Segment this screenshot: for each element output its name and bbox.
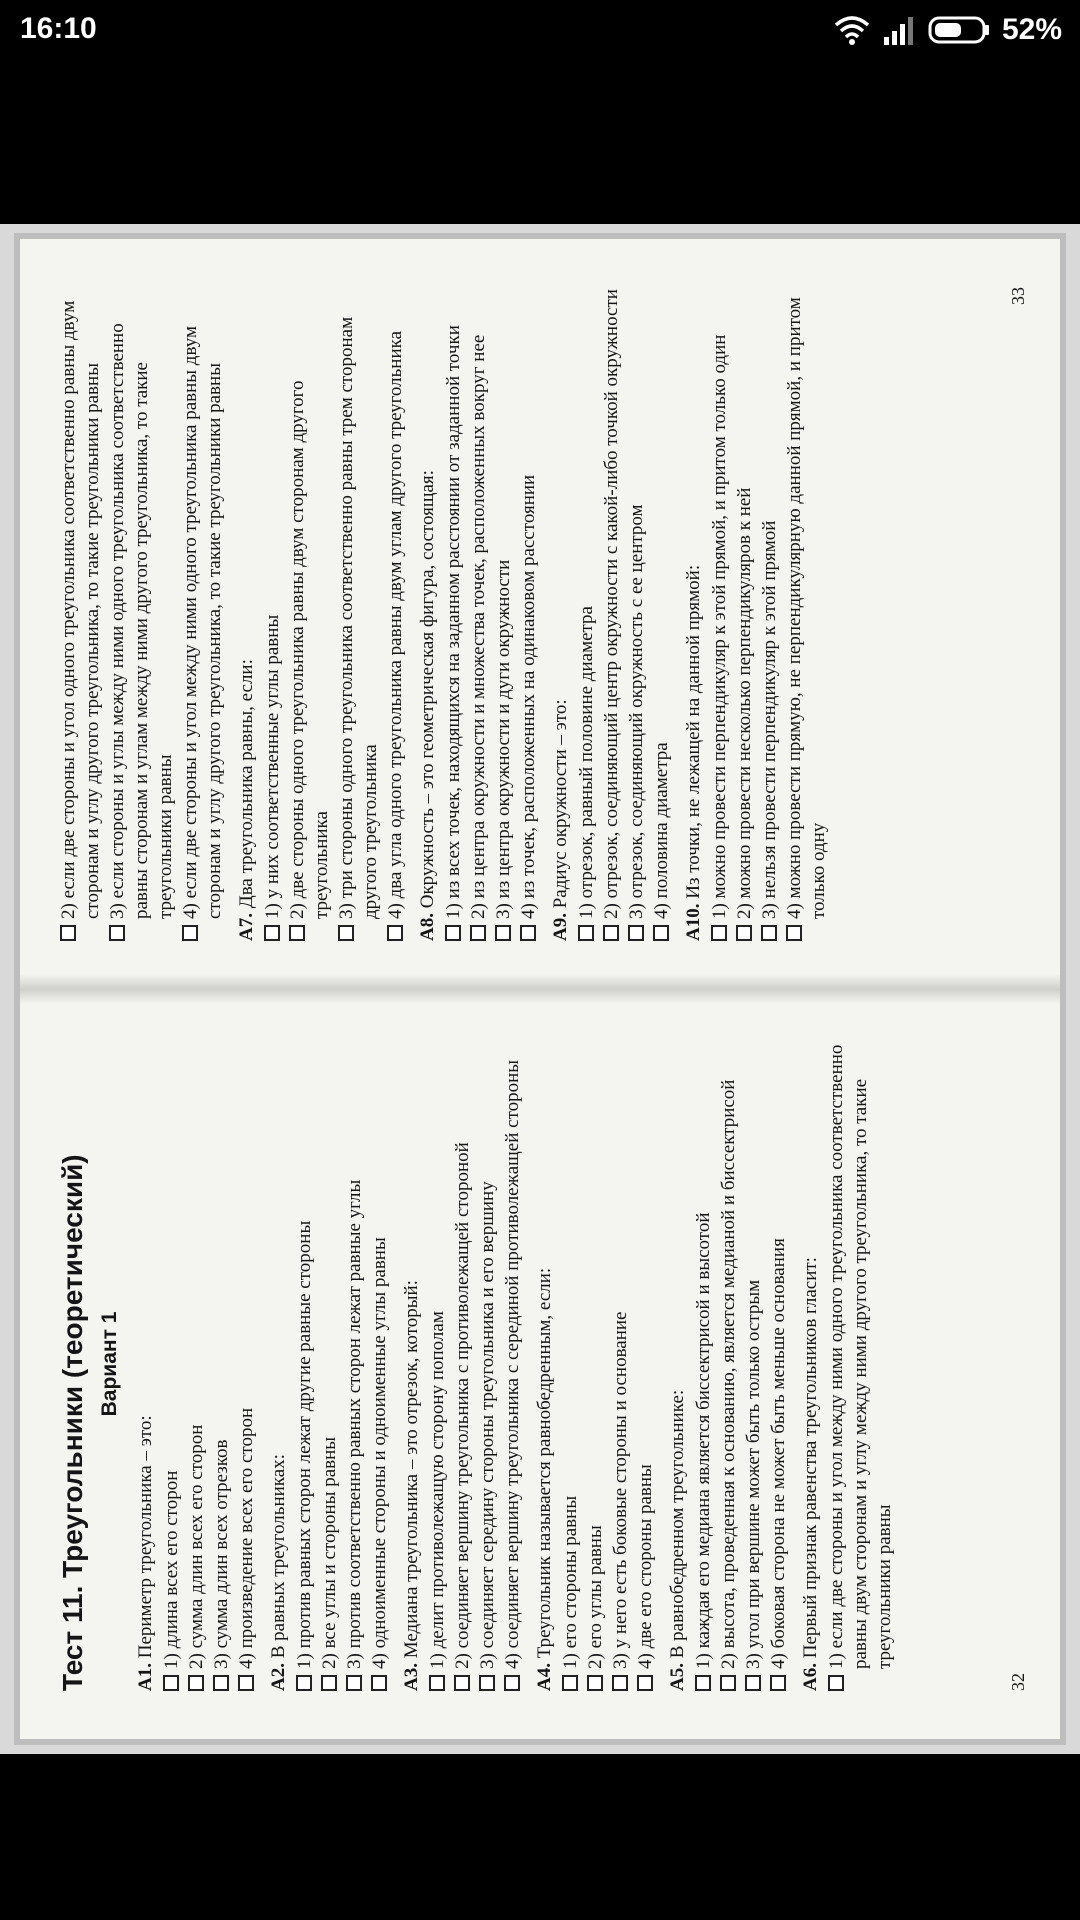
checkbox-icon [454, 1675, 470, 1691]
question-heading [666, 1037, 690, 1691]
question-heading [267, 1037, 291, 1691]
answer-option-text: 2) если две стороны и угол одного треугольника соответственно равны двум сторонам и углу другого треугольника, то такие треугольники равны [58, 300, 103, 919]
answer-option-text: 2) его углы равны [585, 1525, 606, 1669]
question-text: Треугольник называется равнобедренным, если: [534, 1267, 555, 1659]
checkbox-icon [495, 925, 511, 941]
checkbox-icon [163, 1675, 179, 1691]
book-scan [20, 239, 1060, 1739]
answer-option-text: 4) две его стороны равны [635, 1464, 656, 1669]
question-block [549, 287, 674, 941]
answer-option [185, 1037, 209, 1691]
answer-option-text: 4) соединяет вершину треугольника с серединой противолежащей стороны [502, 1059, 523, 1669]
answer-option [767, 1037, 791, 1691]
answer-option-text: 3) три стороны одного треугольника соответственно равны трем сторонам другого треугольника [336, 316, 381, 919]
answer-option [492, 287, 516, 941]
checkbox-icon [387, 925, 403, 941]
question-text: Два треугольника равны, если: [236, 659, 257, 909]
battery-percent: 52% [1001, 13, 1062, 46]
question-block [416, 287, 541, 941]
answer-option-text: 3) сумма длин всех отрезков [211, 1439, 232, 1669]
checkbox-icon [587, 1675, 603, 1691]
question-heading [134, 1037, 158, 1691]
answer-option-text: 1) у них соответственные углы равны [262, 614, 283, 919]
status-bar [0, 0, 1080, 62]
answer-option [160, 1037, 184, 1691]
answer-option [261, 287, 285, 941]
answer-option-text: 4) из точек, расположенных на одинаковом расстоянии [518, 474, 539, 919]
answer-option-text: 3) если стороны и углы между ними одного треугольника соответственно равны сторонам и углам между ними другого треугольника, то такие треугольники равны [107, 323, 176, 919]
checkbox-icon [562, 1675, 578, 1691]
checkbox-icon [720, 1675, 736, 1691]
question-number: А3. [401, 1663, 422, 1691]
question-heading [533, 1037, 557, 1691]
checkbox-icon [603, 925, 619, 941]
question-text: Радиус окружности – это: [550, 699, 571, 909]
question-text: Медиана треугольника – это отрезок, который: [401, 1280, 422, 1659]
answer-option-text: 2) две стороны одного треугольника равны двум сторонам другого треугольника [287, 380, 332, 919]
answer-option [742, 1037, 766, 1691]
answer-option [467, 287, 491, 941]
answer-option-text: 1) длина всех его сторон [161, 1470, 182, 1669]
checkbox-icon [264, 925, 280, 941]
checkbox-icon [429, 1675, 445, 1691]
photo-viewer[interactable] [0, 224, 1080, 1754]
question-text: Периметр треугольника – это: [135, 1415, 156, 1659]
question-block [235, 287, 408, 941]
status-icons [834, 10, 1062, 50]
question-heading [549, 287, 573, 941]
question-number: А5. [667, 1663, 688, 1691]
answer-option-text: 4) два угла одного треугольника равны двум углам другого треугольника [385, 330, 406, 919]
navigation-bar-area [0, 1754, 1080, 1920]
answer-option-text: 3) соединяет середину стороны треугольника и его вершину [477, 1181, 498, 1669]
battery-icon [928, 15, 990, 45]
question-text: Окружность – это геометрическая фигура, состоящая: [417, 470, 438, 909]
checkbox-icon [338, 925, 354, 941]
checkbox-icon [289, 925, 305, 941]
answer-option [708, 287, 732, 941]
answer-option [600, 287, 624, 941]
checkbox-icon [761, 925, 777, 941]
answer-option [179, 287, 227, 941]
answer-option [286, 287, 334, 941]
answer-option [575, 287, 599, 941]
answer-option-text: 3) нельзя провести перпендикуляр к этой прямой [759, 520, 780, 919]
answer-option [758, 287, 782, 941]
answer-option-text: 3) угол при вершине может быть только острым [743, 1279, 764, 1669]
answer-option [476, 1037, 500, 1691]
checkbox-icon [296, 1675, 312, 1691]
checkbox-icon [578, 925, 594, 941]
answer-option-text: 4) если две стороны и угол между ними одного треугольника равны двум сторонам и углу другого треугольника, то такие треугольники равны [180, 325, 225, 919]
question-heading [400, 1037, 424, 1691]
answer-option-text: 2) можно провести несколько перпендикуляров к ней [734, 487, 755, 919]
answer-option-text: 1) из всех точек, находящихся на заданном расстоянии от заданной точки [443, 325, 464, 919]
answer-option-text: 2) сумма длин всех его сторон [186, 1424, 207, 1669]
page-number: 33 [1008, 287, 1028, 305]
answer-option-text: 2) из центра окружности и множества точек, расположенных вокруг нее [468, 334, 489, 919]
checkbox-icon [504, 1675, 520, 1691]
answer-option-text: 1) его стороны равны [560, 1495, 581, 1669]
answer-option-text: 1) если две стороны и угол между ними одного треугольника соответственно равны двум сторонам и углу между ними другого треугольника, то такие треугольники равны [826, 1044, 895, 1669]
answer-option-text: 4) можно провести прямую, не перпендикулярную данной прямой, и притом только одну [784, 297, 829, 919]
question-block [267, 1037, 392, 1691]
question-block [799, 1037, 897, 1691]
question-heading [416, 287, 440, 941]
answer-option-text: 4) одноименные стороны и одноименные углы равны [369, 1237, 390, 1669]
checkbox-icon [470, 925, 486, 941]
answer-option-text: 1) отрезок, равный половине диаметра [576, 606, 597, 919]
question-block [682, 287, 831, 941]
answer-option [451, 1037, 475, 1691]
answer-option [384, 287, 408, 941]
answer-option-text: 2) отрезок, соединяющий центр окружности с какой-либо точкой окружности [601, 289, 622, 919]
checkbox-icon [520, 925, 536, 941]
answer-option-text: 3) отрезок, соединяющий окружность с ее центром [626, 504, 647, 919]
question-block [134, 1037, 259, 1691]
answer-option [426, 1037, 450, 1691]
checkbox-icon [736, 925, 752, 941]
checkbox-icon [238, 1675, 254, 1691]
answer-option-text: 4) боковая сторона не может быть меньше основания [768, 1238, 789, 1669]
question-heading [682, 287, 706, 941]
question-block [400, 1037, 525, 1691]
answer-option [717, 1037, 741, 1691]
answer-option [293, 1037, 317, 1691]
answer-option [235, 1037, 259, 1691]
checkbox-icon [786, 925, 802, 941]
left-question-list [134, 1037, 897, 1691]
checkbox-icon [445, 925, 461, 941]
answer-option-text: 3) против соответственно равных сторон лежат равные углы [344, 1179, 365, 1669]
answer-option [106, 287, 178, 941]
answer-option [625, 287, 649, 941]
answer-option-text: 1) каждая его медиана является биссектрисой и высотой [693, 1212, 714, 1669]
answer-option-text: 1) против равных сторон лежат другие равные стороны [294, 1220, 315, 1669]
answer-option-text: 2) все углы и стороны равны [319, 1436, 340, 1669]
checkbox-icon [321, 1675, 337, 1691]
checkbox-icon [828, 1675, 844, 1691]
checkbox-icon [628, 925, 644, 941]
question-number: А4. [534, 1663, 555, 1691]
answer-option [335, 287, 383, 941]
test-title: Тест 11. Треугольники (теоретический) [57, 1154, 88, 1691]
answer-option [634, 1037, 658, 1691]
answer-option [57, 287, 105, 941]
checkbox-icon [612, 1675, 628, 1691]
checkbox-icon [371, 1675, 387, 1691]
status-time: 16:10 [20, 12, 97, 45]
wifi-icon [834, 15, 870, 45]
question-text: Из точки, не лежащей на данной прямой: [683, 564, 704, 899]
right-question-list [235, 287, 831, 941]
question-number: А10. [683, 903, 704, 941]
variant-label: Вариант 1 [98, 1311, 121, 1417]
page-number: 32 [1008, 1673, 1028, 1691]
answer-option [210, 1037, 234, 1691]
answer-option [650, 287, 674, 941]
question-heading [799, 1037, 823, 1691]
checkbox-icon [770, 1675, 786, 1691]
signal-icon [882, 15, 916, 45]
answer-option [783, 287, 831, 941]
question-number: А7. [236, 913, 257, 941]
answer-option [318, 1037, 342, 1691]
answer-option [692, 1037, 716, 1691]
answer-option-text: 4) произведение всех его сторон [236, 1407, 257, 1669]
answer-option [733, 287, 757, 941]
checkbox-icon [346, 1675, 362, 1691]
answer-option-text: 4) половина диаметра [651, 742, 672, 919]
question-text: В равнобедренном треугольнике: [667, 1389, 688, 1659]
checkbox-icon [188, 1675, 204, 1691]
answer-option [343, 1037, 367, 1691]
question-number: А6. [800, 1663, 821, 1691]
left-page [20, 989, 1060, 1739]
answer-option [825, 1037, 897, 1691]
answer-option [501, 1037, 525, 1691]
answer-option [442, 287, 466, 941]
question-heading [235, 287, 259, 941]
answer-option [609, 1037, 633, 1691]
question-block [666, 1037, 791, 1691]
checkbox-icon [745, 1675, 761, 1691]
answer-option-text: 1) делит противолежащую сторону пополам [427, 1311, 448, 1669]
checkbox-icon [213, 1675, 229, 1691]
right-page [20, 239, 1060, 989]
answer-option-text: 1) можно провести перпендикуляр к этой прямой, и притом только один [709, 334, 730, 919]
question-number: А2. [268, 1663, 289, 1691]
question-number: А9. [550, 913, 571, 941]
checkbox-icon [711, 925, 727, 941]
checkbox-icon [637, 1675, 653, 1691]
answer-option [584, 1037, 608, 1691]
checkbox-icon [653, 925, 669, 941]
checkbox-icon [695, 1675, 711, 1691]
answer-option-text: 3) из центра окружности и дуги окружности [493, 559, 514, 919]
checkbox-icon [182, 925, 198, 941]
question-block [533, 1037, 658, 1691]
checkbox-icon [479, 1675, 495, 1691]
answer-option [559, 1037, 583, 1691]
question-number: А8. [417, 913, 438, 941]
checkbox-icon [109, 925, 125, 941]
question-text: Первый признак равенства треугольников гласит: [800, 1257, 821, 1659]
answer-option-text: 2) соединяет вершину треугольника с противолежащей стороной [452, 1142, 473, 1669]
answer-option [368, 1037, 392, 1691]
answer-option-text: 3) у него есть боковые стороны и основание [610, 1311, 631, 1669]
answer-option-text: 2) высота, проведенная к основанию, является медианой и биссектрисой [718, 1079, 739, 1669]
answer-option [517, 287, 541, 941]
question-number: А1. [135, 1663, 156, 1691]
a6-continuation [57, 287, 227, 941]
checkbox-icon [60, 925, 76, 941]
question-text: В равных треугольниках: [268, 1454, 289, 1659]
